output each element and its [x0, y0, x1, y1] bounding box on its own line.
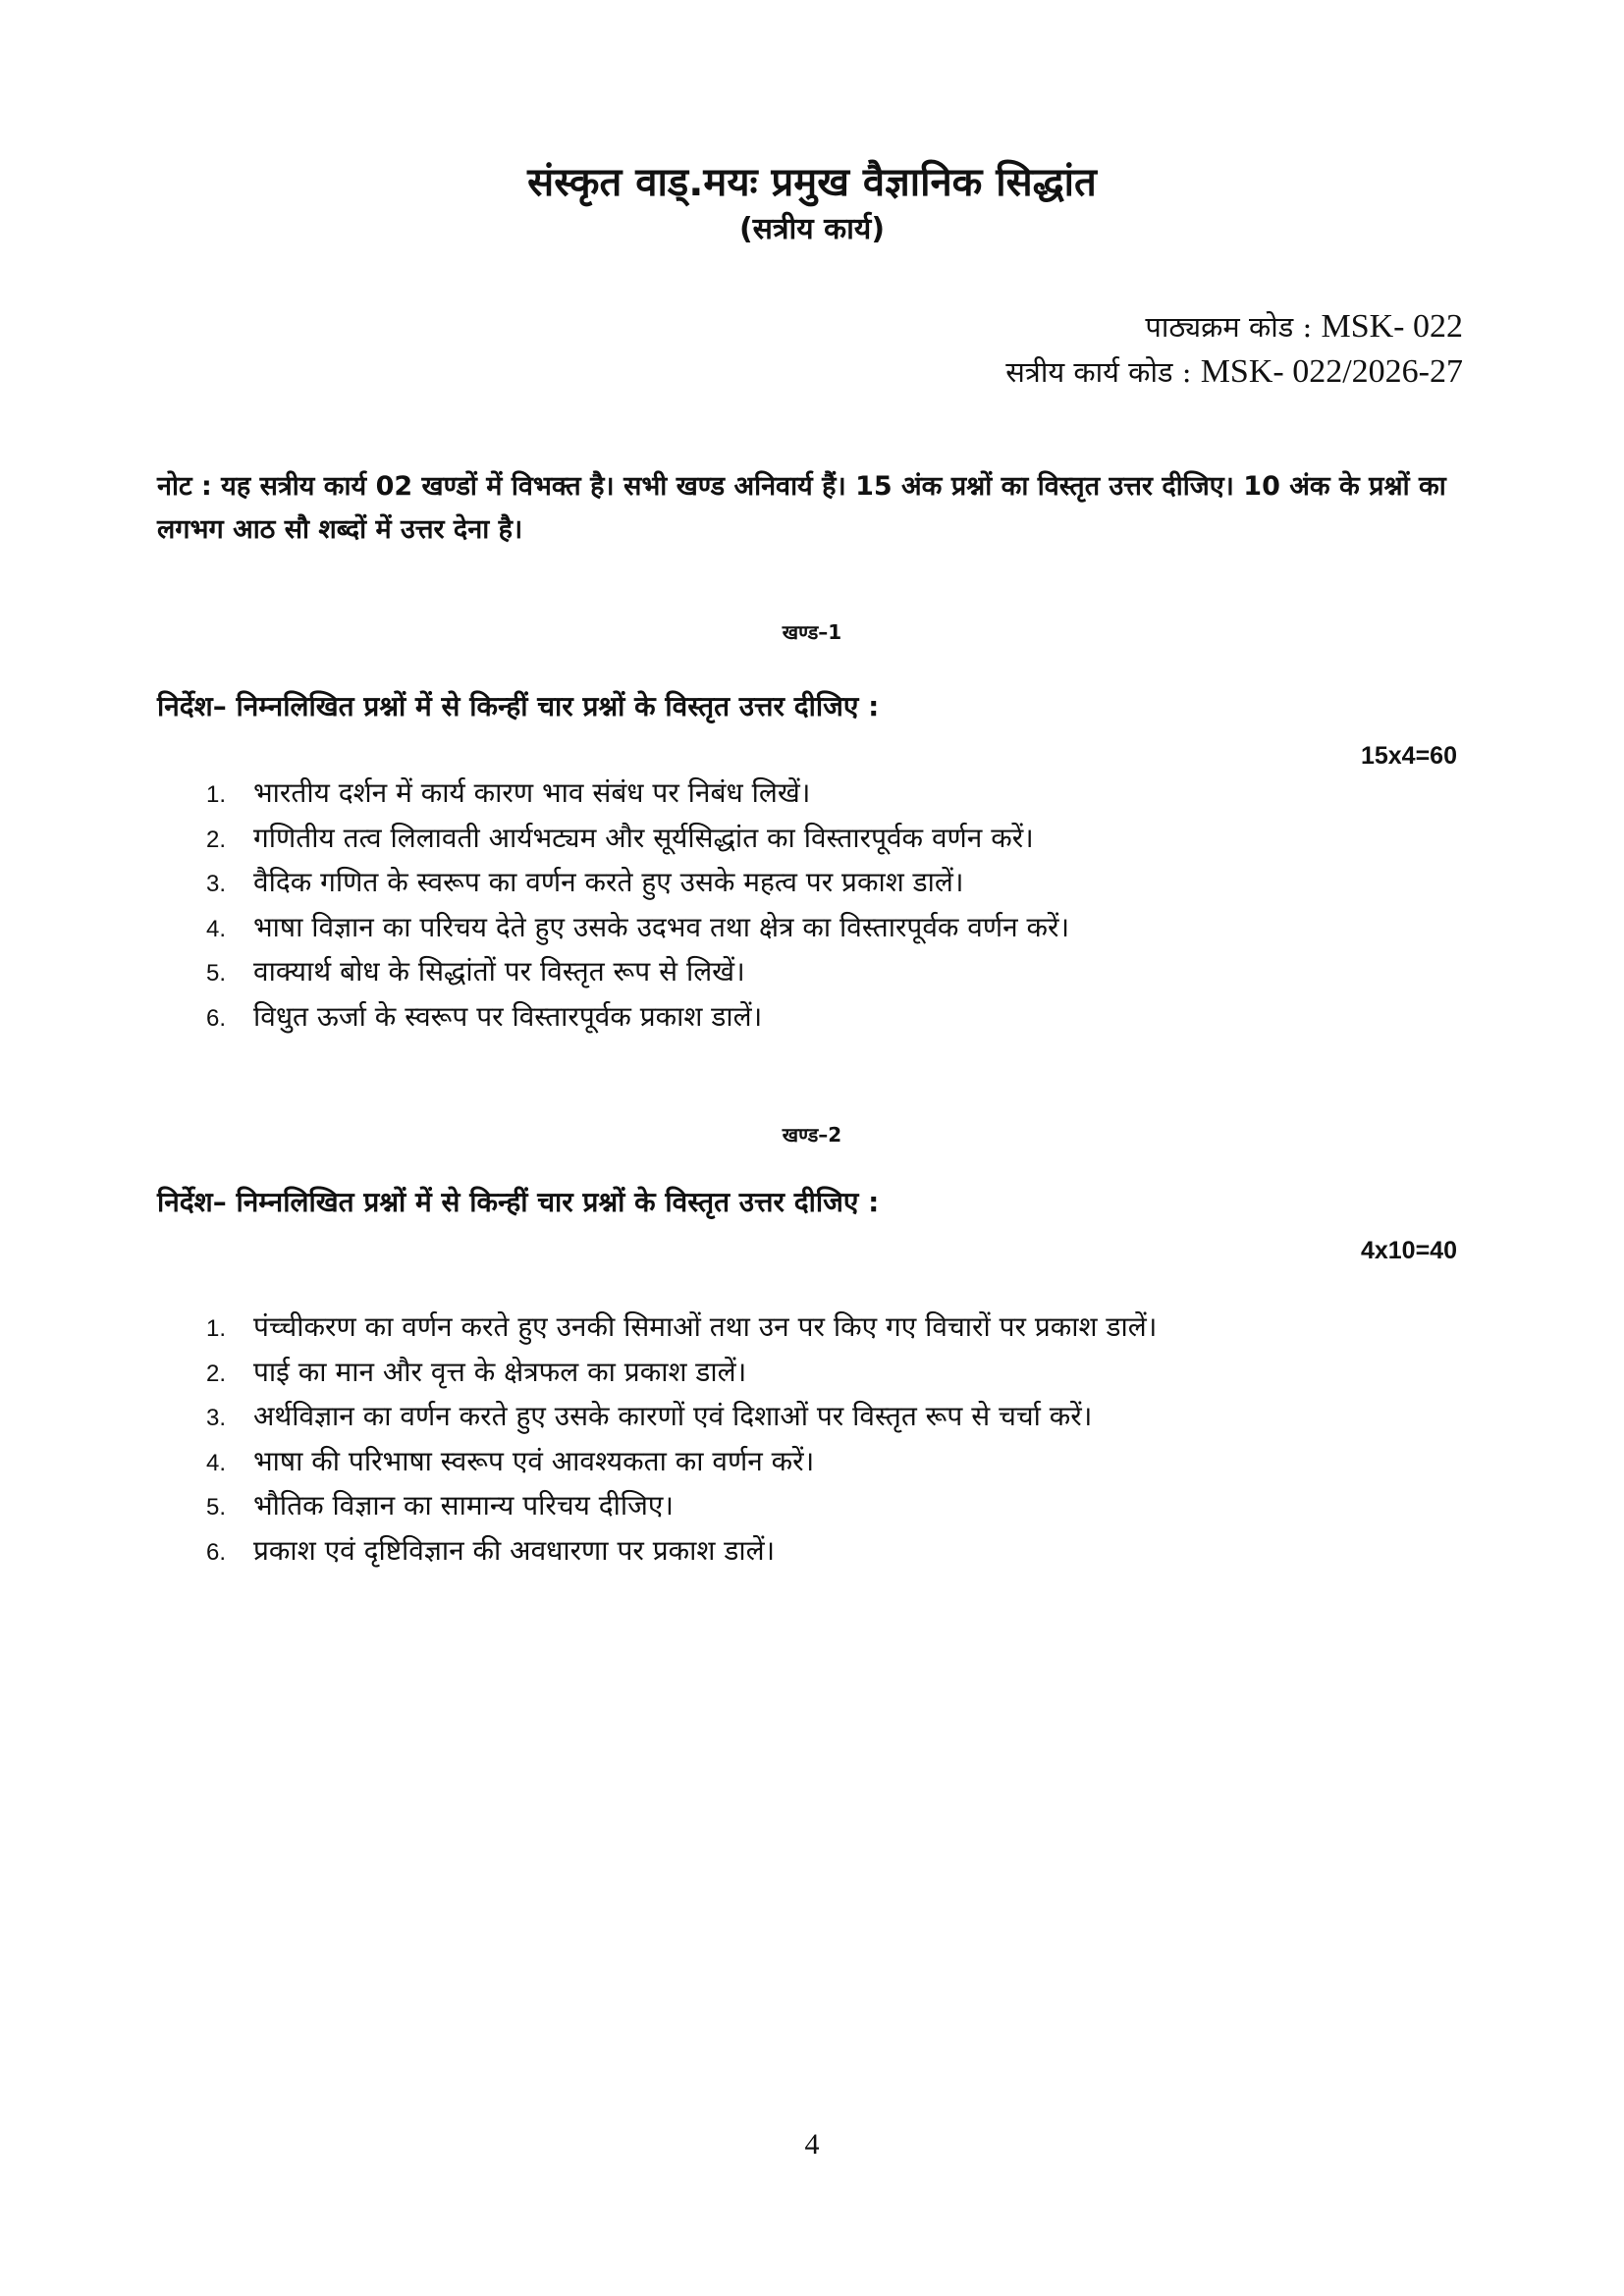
course-code-line: [1005, 304, 1463, 349]
question-item: [206, 1442, 1483, 1487]
section-2-heading: खण्ड–2: [782, 1123, 842, 1147]
page-number: 4: [804, 2128, 820, 2161]
section-2-instruction: निर्देश– निम्नलिखित प्रश्नों में से किन्हीं चार प्रश्नों के विस्तृत उत्तर दीजिए :: [157, 1186, 880, 1218]
question-item: [206, 819, 1483, 864]
question-number: 1.: [206, 1315, 227, 1342]
question-text: वैदिक गणित के स्वरूप का वर्णन करते हुए उसके महत्व पर प्रकाश डालें।: [253, 866, 964, 899]
section-1-marks: 15x4=60: [1360, 742, 1457, 770]
question-number: 4.: [206, 915, 227, 942]
question-number: 4.: [206, 1449, 227, 1476]
question-text: पाई का मान और वृत्त के क्षेत्रफल का प्रकाश डालें।: [253, 1355, 747, 1388]
question-number: 6.: [206, 1004, 227, 1032]
question-item: [206, 1486, 1483, 1531]
assignment-code-label: सत्रीय कार्य कोड :: [1005, 355, 1192, 389]
question-item: [206, 1308, 1483, 1353]
question-number: 1.: [206, 781, 227, 808]
document-title: संस्कृत वाड्.मयः प्रमुख वैज्ञानिक सिद्धांत: [527, 160, 1097, 205]
question-number: 2.: [206, 826, 227, 853]
question-number: 2.: [206, 1360, 227, 1387]
question-item: [206, 1353, 1483, 1398]
question-number: 3.: [206, 1405, 227, 1432]
section-2-question-list: [206, 1308, 1483, 1576]
question-number: 6.: [206, 1538, 227, 1566]
course-codes: [1005, 304, 1463, 395]
question-item: [206, 863, 1483, 908]
question-item: [206, 908, 1483, 953]
section-2-marks: 4x10=40: [1360, 1237, 1457, 1264]
instructions-note: नोट : यह सत्रीय कार्य 02 खण्डों में विभक्त है। सभी खण्ड अनिवार्य हैं। 15 अंक प्रश्नों का विस्तृत उत्तर दीजिए। 10 अंक के प्रश्नों का लगभग आठ सौ शब्दों में उत्तर देना है।: [157, 471, 1446, 545]
section-1-heading: खण्ड–1: [782, 620, 842, 644]
document-subtitle: (सत्रीय कार्य): [738, 212, 886, 246]
question-item: [206, 1531, 1483, 1576]
question-text: भारतीय दर्शन में कार्य कारण भाव संबंध पर निबंध लिखें।: [253, 776, 811, 809]
question-item: [206, 997, 1483, 1042]
question-item: [206, 774, 1483, 819]
question-text: पंच्चीकरण का वर्णन करते हुए उनकी सिमाओं तथा उन पर किए गए विचारों पर प्रकाश डालें।: [253, 1310, 1158, 1343]
course-code-label: पाठ्यक्रम कोड :: [1145, 310, 1313, 344]
assignment-code-value: MSK- 022/2026-27: [1200, 353, 1463, 390]
question-text: विधुत ऊर्जा के स्वरूप पर विस्तारपूर्वक प्रकाश डालें।: [253, 999, 763, 1033]
question-text: भौतिक विज्ञान का सामान्य परिचय दीजिए।: [253, 1489, 675, 1522]
question-number: 5.: [206, 1494, 227, 1522]
course-code-value: MSK- 022: [1321, 308, 1463, 345]
question-number: 5.: [206, 960, 227, 988]
question-text: भाषा विज्ञान का परिचय देते हुए उसके उदभव तथा क्षेत्र का विस्तारपूर्वक वर्णन करें।: [253, 910, 1070, 943]
question-text: वाक्यार्थ बोध के सिद्धांतों पर विस्तृत रूप से लिखें।: [253, 955, 745, 988]
question-number: 3.: [206, 871, 227, 898]
assignment-code-line: [1005, 349, 1463, 395]
question-item: [206, 1397, 1483, 1442]
section-1-question-list: [206, 774, 1483, 1042]
question-text: प्रकाश एवं दृष्टिविज्ञान की अवधारणा पर प्रकाश डालें।: [253, 1533, 776, 1567]
question-item: [206, 952, 1483, 997]
question-text: अर्थविज्ञान का वर्णन करते हुए उसके कारणों एवं दिशाओं पर विस्तृत रूप से चर्चा करें।: [253, 1400, 1093, 1433]
question-text: गणितीय तत्व लिलावती आर्यभट्यम और सूर्यसिद्धांत का विस्तारपूर्वक वर्णन करें।: [253, 821, 1034, 854]
section-1-instruction: निर्देश– निम्नलिखित प्रश्नों में से किन्हीं चार प्रश्नों के विस्तृत उत्तर दीजिए :: [157, 690, 880, 722]
question-text: भाषा की परिभाषा स्वरूप एवं आवश्यकता का वर्णन करें।: [253, 1444, 815, 1477]
